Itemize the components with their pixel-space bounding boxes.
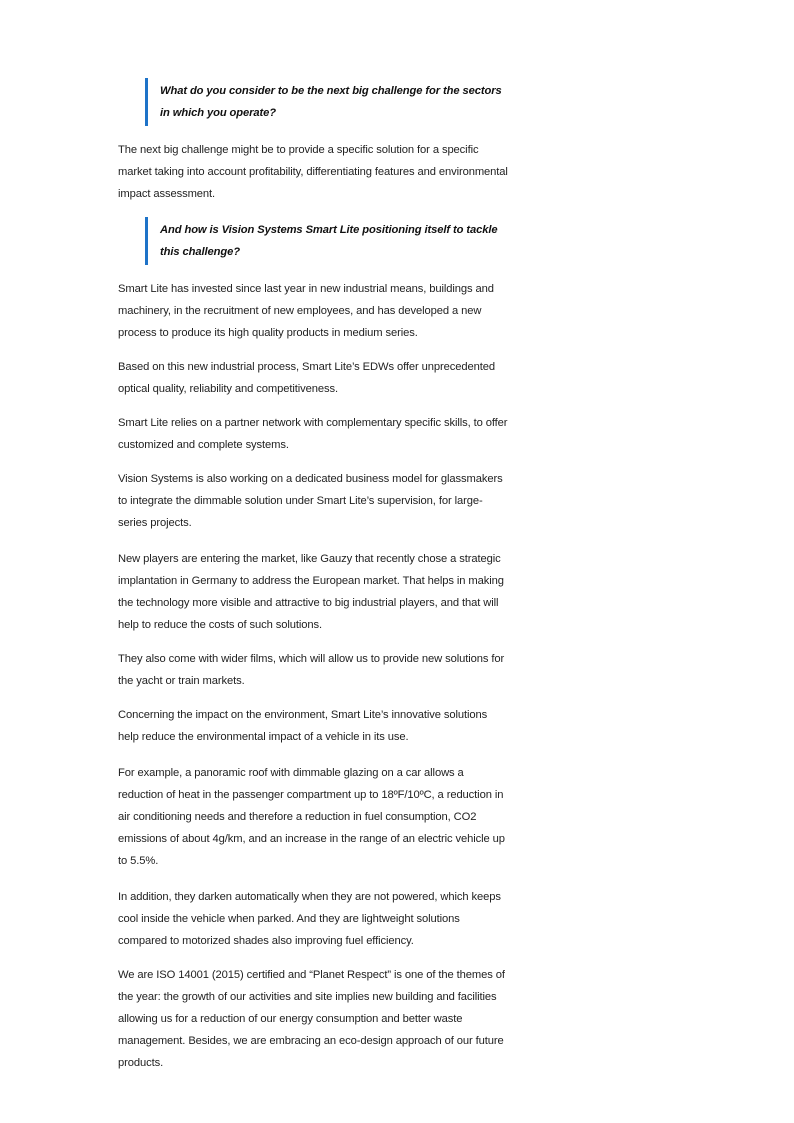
interview-question: And how is Vision Systems Smart Lite positioning itself to tackle this challenge? (145, 217, 508, 265)
answer-paragraph: In addition, they darken automatically when they are not powered, which keeps cool inside the vehicle when parked. And they are lightweight solutions compared to motorized shades also improving fuel efficiency. (118, 891, 501, 947)
answer-paragraph: Smart Lite relies on a partner network with complementary specific skills, to offer customized and complete systems. (118, 417, 508, 451)
answer-paragraph: For example, a panoramic roof with dimmable glazing on a car allows a reduction of heat in the passenger compartment up to 18ºF/10ºC, a reduction in air conditioning needs and therefore a reduction in fuel consumption, CO2 emissions of about 4g/km, and an increase in the range of an electric vehicle up to 5.5%. (118, 767, 505, 867)
answer-paragraph: They also come with wider films, which will allow us to provide new solutions for the yacht or train markets. (118, 653, 505, 687)
interview-question: What do you consider to be the next big challenge for the sectors in which you operate? (145, 78, 508, 126)
answer-paragraph: Based on this new industrial process, Smart Lite’s EDWs offer unprecedented optical quality, reliability and competitiveness. (118, 361, 496, 395)
answer-paragraph: Concerning the impact on the environment, Smart Lite’s innovative solutions help reduce the environmental impact of a vehicle in its use. (118, 709, 488, 743)
answer-paragraph: Smart Lite has invested since last year in new industrial means, buildings and machinery, in the recruitment of new employees, and has developed a new process to produce its high quality products in medium series. (118, 283, 494, 339)
answer-paragraph: We are ISO 14001 (2015) certified and “Planet Respect” is one of the themes of the year: the growth of our activities and site implies new building and facilities allowing us for a reduction of our energy consumption and better waste management. Besides, we are embracing an eco-design approach of our future products. (118, 969, 505, 1069)
article-body (118, 78, 508, 1086)
answer-paragraph: New players are entering the market, like Gauzy that recently chose a strategic implantation in Germany to address the European market. That helps in making the technology more visible and attractive to big industrial players, and that will help to reduce the costs of such solutions. (118, 553, 504, 631)
answer-paragraph: The next big challenge might be to provide a specific solution for a specific market taking into account profitability, differentiating features and environmental impact assessment. (118, 144, 508, 200)
answer-paragraph: Vision Systems is also working on a dedicated business model for glassmakers to integrate the dimmable solution under Smart Lite’s supervision, for large-series projects. (118, 473, 503, 529)
